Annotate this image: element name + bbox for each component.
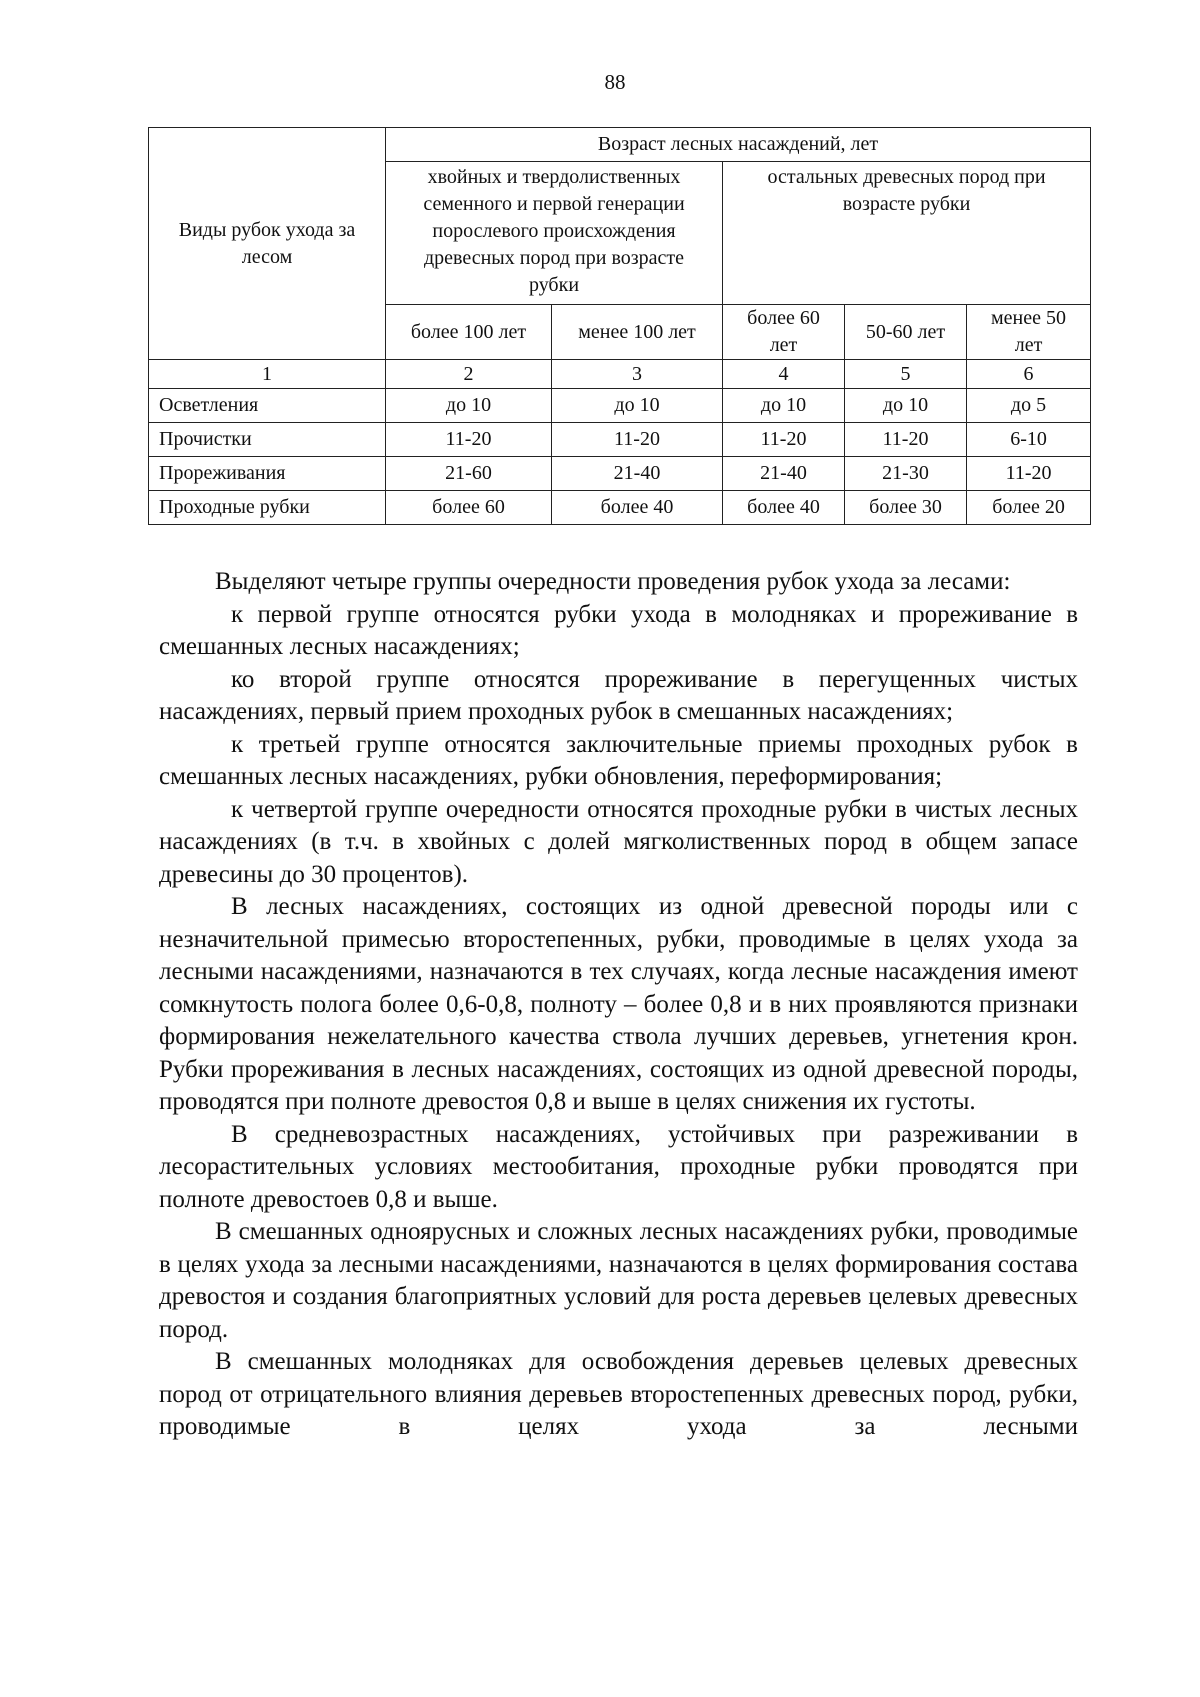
table-row	[149, 457, 1091, 491]
column-number: 6	[967, 360, 1091, 389]
column-number: 1	[149, 360, 386, 389]
subheader-cell: 50-60 лет	[845, 305, 967, 360]
table-cell: до 10	[845, 389, 967, 423]
table-cell: 11-20	[552, 423, 723, 457]
table-cell: до 10	[723, 389, 845, 423]
table-cell: более 60	[386, 491, 552, 525]
table-cell: более 30	[845, 491, 967, 525]
table-cell: 21-30	[845, 457, 967, 491]
paragraph: Выделяют четыре группы очередности проведения рубок ухода за лесами:	[215, 568, 1011, 595]
column-number: 5	[845, 360, 967, 389]
table-cell: до 5	[967, 389, 1091, 423]
paragraph: к четвертой группе очередности относятся проходные рубки в чистых лесных насаждениях (в т.ч. в хвойных с долей мягколиственных пород в общем запасе древесины до 30 процентов).	[159, 795, 1078, 888]
paragraph: к третьей группе относятся заключительные приемы проходных рубок в смешанных лесных насаждениях, рубки обновления, переформирования;	[159, 730, 1078, 790]
page-number: 88	[604, 70, 626, 94]
column-number-row	[149, 360, 1091, 389]
table-cell: более 20	[967, 491, 1091, 525]
column-number: 3	[552, 360, 723, 389]
header-forest-age: Возраст лесных насаждений, лет	[386, 128, 1091, 162]
subheader-cell: менее 50 лет	[967, 305, 1091, 360]
paragraph: к первой группе относятся рубки ухода в молодняках и прореживание в смешанных лесных насаждениях;	[159, 600, 1078, 660]
paragraph: В смешанных молодняках для освобождения деревьев целевых древесных пород от отрицательного влияния деревьев второстепенных древесных пород, рубки, проводимые в целях ухода за лесными	[159, 1348, 1078, 1440]
row-cut-type: Проходные рубки	[149, 491, 386, 525]
row-cut-type: Осветления	[149, 389, 386, 423]
table-row	[149, 491, 1091, 525]
subheader-cell: более 100 лет	[386, 305, 552, 360]
row-cut-type: Прочистки	[149, 423, 386, 457]
paragraph: В смешанных одноярусных и сложных лесных насаждениях рубки, проводимые в целях ухода за лесными насаждениями, назначаются в целях формирования состава древостоя и создания благоприятных условий для роста деревьев целевых древесных пород.	[159, 1218, 1078, 1343]
table-cell: 21-40	[552, 457, 723, 491]
table-cell: до 10	[552, 389, 723, 423]
table-cell: 11-20	[967, 457, 1091, 491]
subheader-cell: менее 100 лет	[552, 305, 723, 360]
body-text	[159, 566, 1078, 1444]
table-cell: более 40	[723, 491, 845, 525]
header-other-group: остальных древесных пород при возрасте рубки	[723, 162, 1091, 305]
paragraph: В лесных насаждениях, состоящих из одной древесной породы или с незначительной примесью второстепенных, рубки, проводимые в целях ухода за лесными насаждениями, назначаются в тех случаях, когда лесные насаждения имеют сомкнутость полога более 0,6-0,8, полноту – более 0,8 и в них проявляются признаки формирования нежелательного качества ствола лучших деревьев, угнетения крон. Рубки прореживания в лесных насаждениях, состоящих из одной древесной породы, проводятся при полноте древостоя 0,8 и выше в целях снижения их густоты.	[159, 893, 1078, 1115]
table-cell: 11-20	[723, 423, 845, 457]
subheader-cell: более 60 лет	[723, 305, 845, 360]
column-number: 2	[386, 360, 552, 389]
paragraph: ко второй группе относятся прореживание в перегущенных чистых насаждениях, первый прием проходных рубок в смешанных насаждениях;	[159, 665, 1078, 725]
header-cut-type: Виды рубок ухода за лесом	[149, 128, 386, 360]
table-cell: до 10	[386, 389, 552, 423]
thinning-age-table	[148, 127, 1091, 525]
table-cell: 11-20	[386, 423, 552, 457]
table-cell: 6-10	[967, 423, 1091, 457]
column-number: 4	[723, 360, 845, 389]
table-header-row	[149, 128, 1091, 162]
header-conifer-group: хвойных и твердолиственных семенного и первой генерации порослевого происхождения древесных пород при возрасте рубки	[386, 162, 723, 305]
table-cell: более 40	[552, 491, 723, 525]
table-row	[149, 389, 1091, 423]
table-row	[149, 423, 1091, 457]
table-cell: 21-60	[386, 457, 552, 491]
paragraph: В средневозрастных насаждениях, устойчивых при разреживании в лесорастительных условиях местообитания, проходные рубки проводятся при полноте древостоев 0,8 и выше.	[159, 1120, 1078, 1213]
table-cell: 21-40	[723, 457, 845, 491]
row-cut-type: Прореживания	[149, 457, 386, 491]
table-cell: 11-20	[845, 423, 967, 457]
